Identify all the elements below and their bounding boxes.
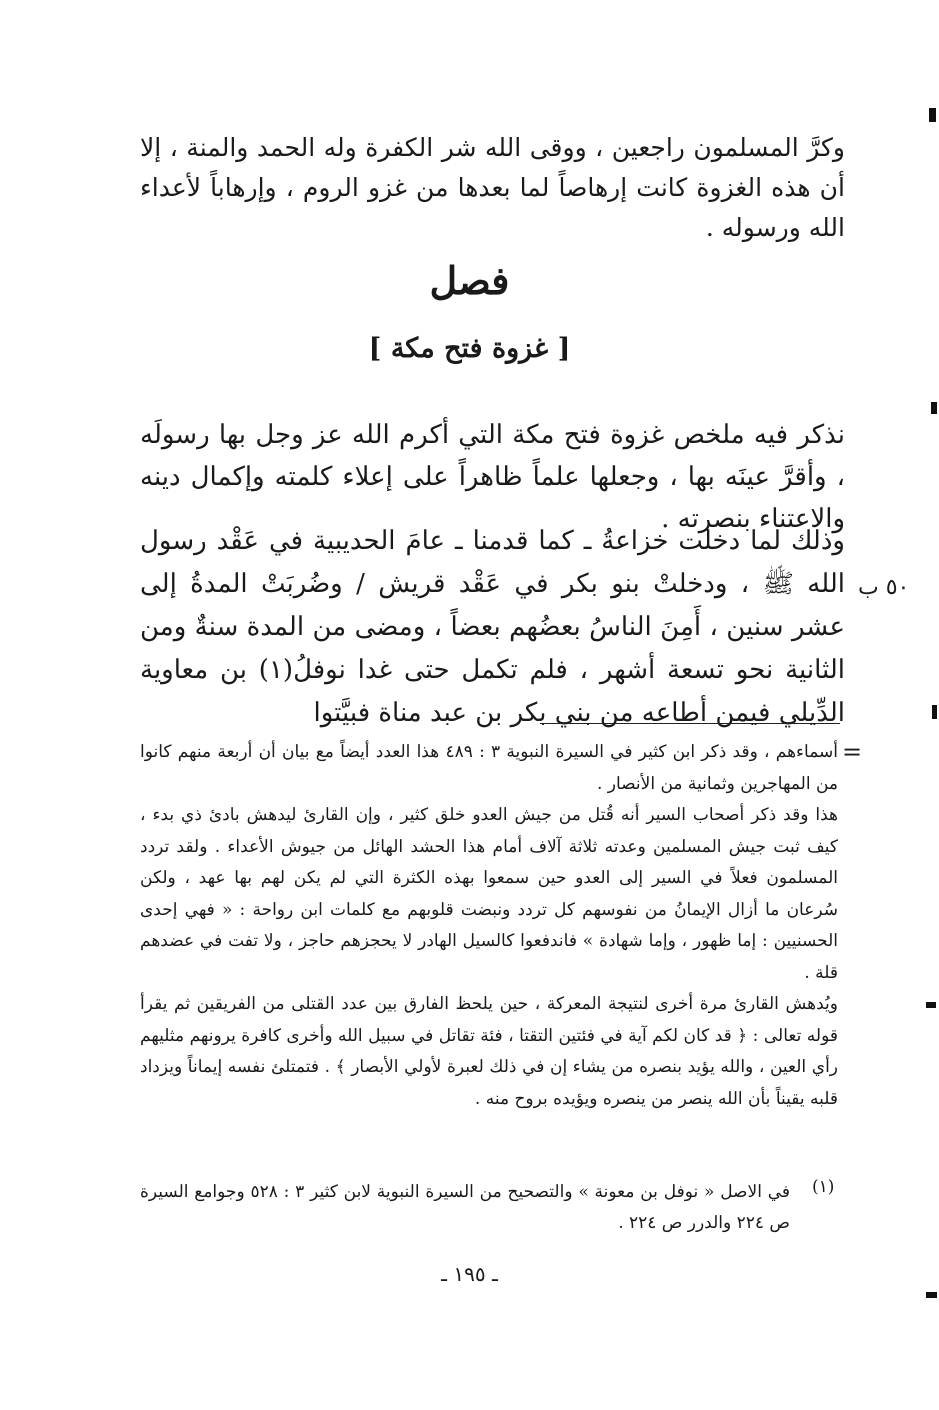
footnote-separator [540, 723, 840, 724]
margin-folio-note: ٥٠ ب [858, 575, 910, 600]
paragraph-main: وذلك لما دخلت خزاعةُ ـ كما قدمنا ـ عامَ الحديبية في عَقْد رسول الله ﷺ ، ودخلتْ بنو بكر في عَقْد قريش / وضُربَتْ المدةُ إلى عشر سنين ، أَمِنَ الناسُ بعضُهم بعضاً ، ومضى من المدة سنةٌ ومن الثانية نحو تسعة أشهر ، فلم تكمل حتى غدا نوفلُ(١) بن معاوية الدِّيلي فيمن أطاعه من بني بكر بن عبد مناة فبيَّتوا [140, 526, 846, 728]
footnote-continuation-mark: = [842, 738, 863, 766]
scan-mark [926, 1002, 936, 1008]
footnotes-block [140, 737, 838, 1115]
scan-mark [932, 705, 937, 719]
paragraph-intro: وكرَّ المسلمون راجعين ، ووقى الله شر الكفرة وله الحمد والمنة ، إلا أن هذه الغزوة كانت إرهاصاً لما بعدها من غزو الروم ، وإرهاباً لأعداء الله ورسوله . [140, 133, 845, 242]
scan-mark [929, 108, 936, 122]
footnote-paragraph: ويُدهش القارئ مرة أخرى لنتيجة المعركة ، حين يلحظ الفارق بين عدد القتلى من الفريقين ثم يقرأ قوله تعالى : ﴿ قد كان لكم آية في فئتين التقتا ، فئة تقاتل في سبيل الله وأخرى كافرة يرونهم مثليهم رأي العين ، والله يؤيد بنصره من يشاء إن في ذلك لعبرة لأولي الأبصار ﴾ . فتمتلئ نفسه إيماناً ويزداد قلبه يقيناً بأن الله ينصر من ينصره ويؤيده بروح منه . [140, 994, 838, 1109]
scan-mark [931, 402, 937, 414]
footnote-paragraph: هذا وقد ذكر أصحاب السير أنه قُتل من جيش العدو خلق كثير ، وإن القارئ ليدهش بادئ ذي بدء ، كيف ثبت جيش المسلمين وعدته ثلاثة آلاف أمام هذا الحشد الهائل من جيوش الأعداء . ولقد تردد المسلمون فعلاً في السير إلى العدو حين سمعوا بهذه الكثرة التي لم يكن لهم بها عهد ، ولكن سُرعان ما أزال الإيمانُ من نفوسهم كل تردد ونبضت قلوبهم مع كلمات ابن رواحة : « فهي إحدى الحسنيين : إما ظهور ، وإما شهادة » فاندفعوا كالسيل الهادر لا يحجزهم حاجز ، ولا تفت في عضدهم قلة . [140, 805, 838, 983]
footnote-paragraph: أسماءهم ، وقد ذكر ابن كثير في السيرة النبوية ٣ : ٤٨٩ هذا العدد أيضاً مع بيان أن أربعة منهم كانوا من المهاجرين وثمانية من الأنصار . [140, 742, 839, 794]
page-number: ـ ١٩٥ ـ [441, 1262, 498, 1286]
section-heading: فصل [429, 258, 510, 303]
section-subtitle: [ غزوة فتح مكة ] [368, 333, 571, 364]
scan-mark [926, 1292, 937, 1298]
paragraph-summary: نذكر فيه ملخص غزوة فتح مكة التي أكرم الله عز وجل بها رسولَه ، وأقرَّ عينَه بها ، وجعلها علماً ظاهراً على إعلاء كلمته وإكمال دينه والاعتناء بنصرته . [140, 420, 845, 534]
footnote-1-text: في الاصل « نوفل بن معونة » والتصحيح من السيرة النبوية لابن كثير ٣ : ٥٢٨ وجوامع السيرة ص ٢٢٤ والدرر ص ٢٢٤ . [140, 1182, 791, 1233]
footnote-number: (١) [812, 1177, 835, 1197]
